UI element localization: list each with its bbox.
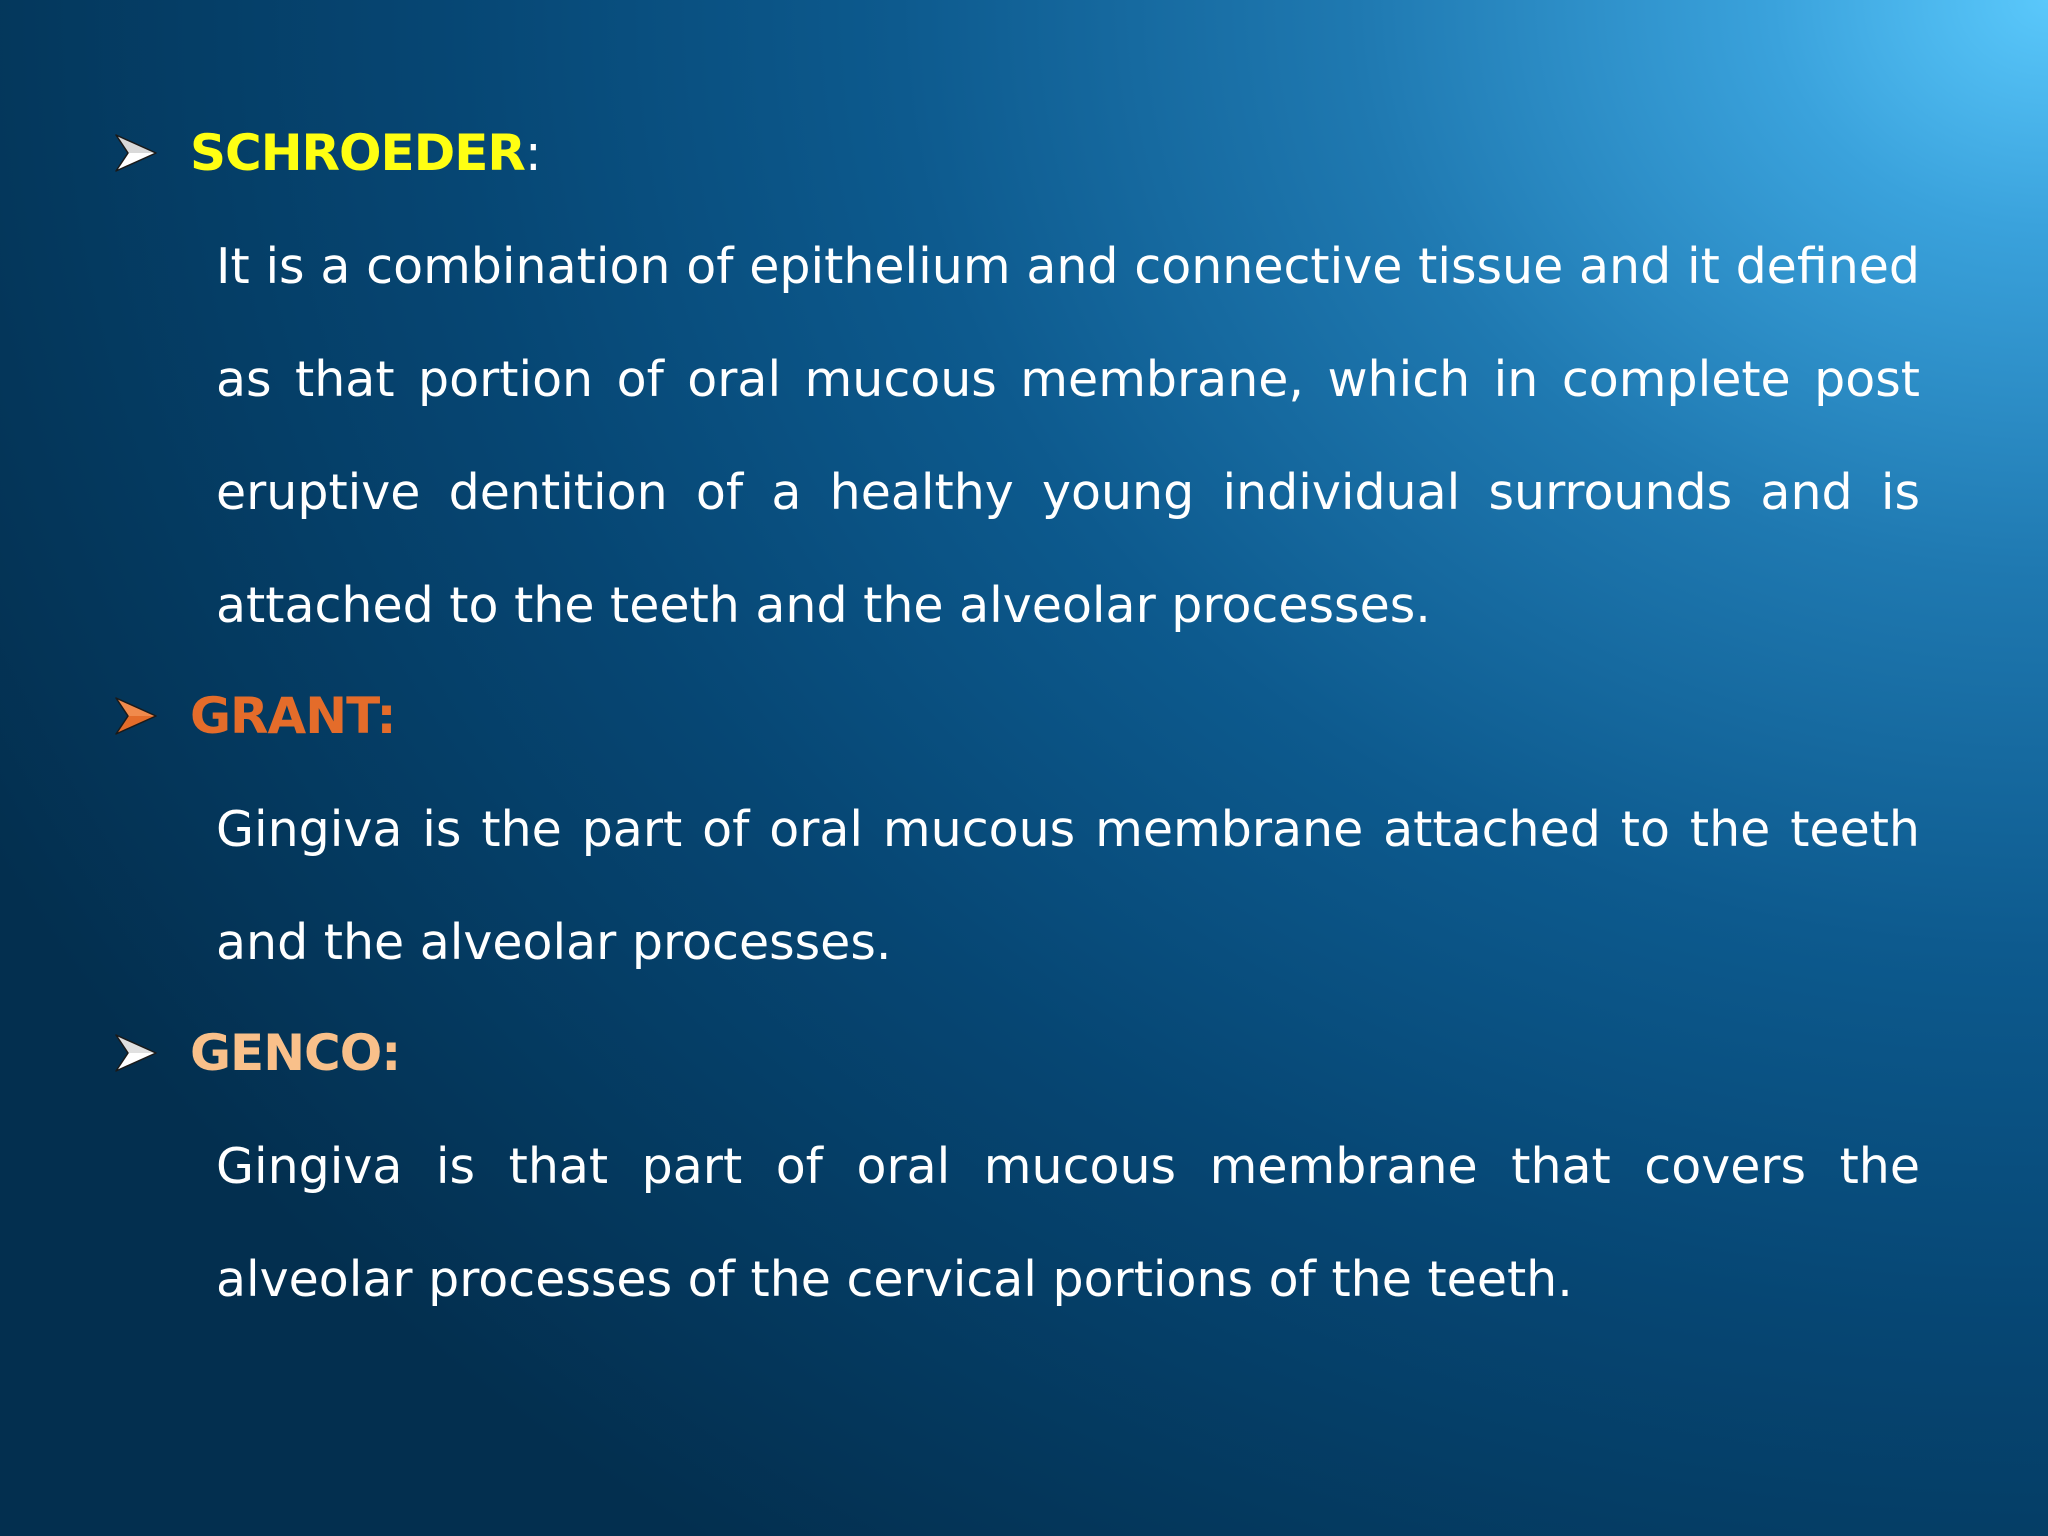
author-colon: :	[524, 124, 542, 182]
definition-heading-genco	[114, 1018, 400, 1088]
arrowhead-bullet-icon	[114, 1031, 158, 1075]
definition-heading-grant	[114, 681, 395, 751]
author-label: GRANT:	[190, 687, 396, 745]
definition-text-genco: Gingiva is that part of oral mucous membrane that covers the alveolar processes of the cervical portions of the teeth.	[216, 1138, 1920, 1308]
definition-heading-schroeder	[114, 118, 542, 188]
definition-text-grant: Gingiva is the part of oral mucous membrane attached to the teeth and the alveolar processes.	[216, 801, 1920, 971]
author-label: SCHROEDER	[190, 124, 525, 182]
definition-text-schroeder: It is a combination of epithelium and connective tissue and it defined as that portion of oral mucous membrane, which in complete post eruptive dentition of a healthy young individual surrounds and is attached to the teeth and the alveolar processes.	[216, 238, 1920, 634]
arrowhead-bullet-icon	[114, 694, 158, 738]
arrowhead-bullet-icon	[114, 131, 158, 175]
author-label: GENCO:	[190, 1024, 401, 1082]
